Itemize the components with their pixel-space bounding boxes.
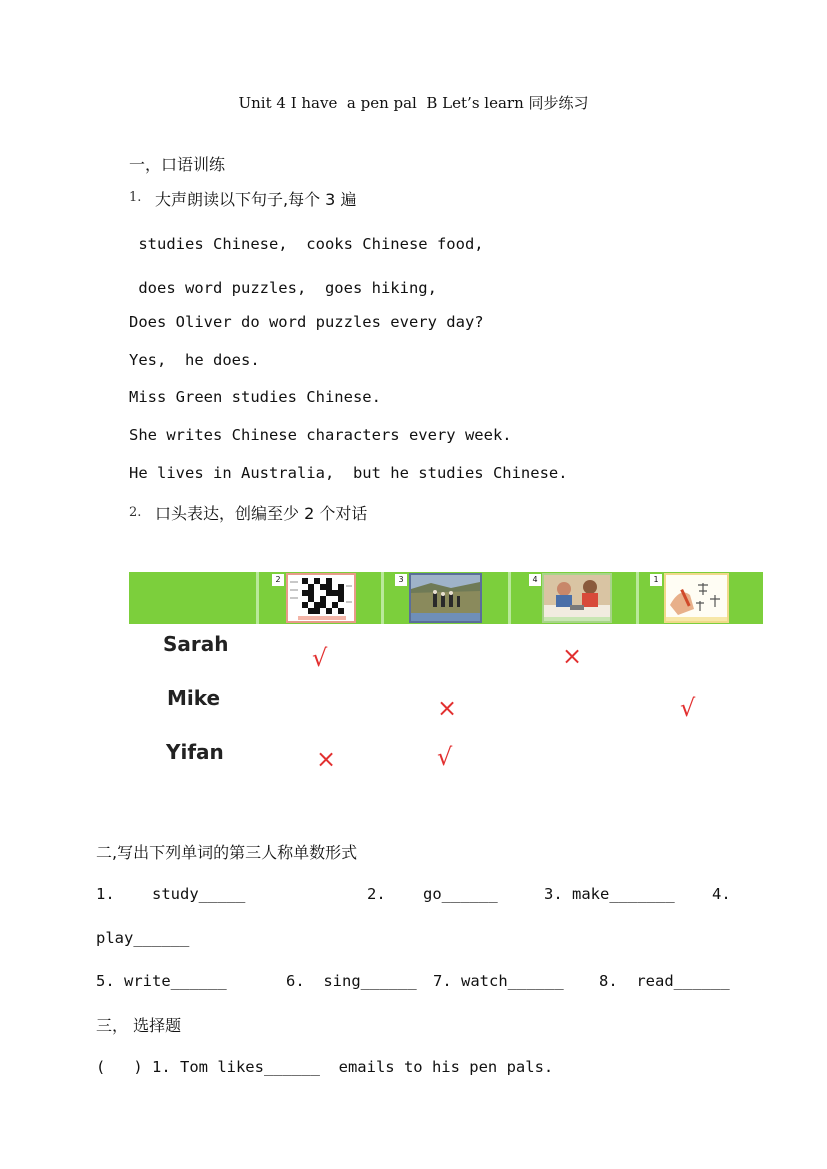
- section-3-heading: 三， 选择题: [96, 1016, 182, 1035]
- check-mark: √: [312, 644, 328, 672]
- column-number: 2: [272, 574, 284, 586]
- word-item: 4.: [712, 885, 731, 903]
- row-name-yifan: Yifan: [166, 740, 224, 764]
- column-number: 1: [650, 574, 662, 586]
- task-2-text: 口头表达，创编至少 2 个对话: [155, 504, 368, 523]
- sentence-line: Yes, he does.: [129, 351, 260, 369]
- check-mark: √: [680, 694, 696, 722]
- sentence-line: studies Chinese, cooks Chinese food,: [129, 235, 484, 253]
- word-item: play______: [96, 929, 190, 947]
- column-divider: [256, 572, 259, 624]
- word-item: 1. study_____: [96, 885, 246, 903]
- sentence-line: Does Oliver do word puzzles every day?: [129, 313, 484, 331]
- word-item: 8. read______: [599, 972, 730, 990]
- row-name-sarah: Sarah: [163, 632, 229, 656]
- question-1: ( ) 1. Tom likes______ emails to his pen pals.: [96, 1058, 554, 1076]
- cooking-picture: [542, 573, 612, 623]
- sentence-line: does word puzzles, goes hiking,: [129, 279, 437, 297]
- word-item: 7. watch______: [433, 972, 564, 990]
- task-1-text: 大声朗读以下句子,每个 3 遍: [155, 190, 357, 209]
- sentence-line: Miss Green studies Chinese.: [129, 388, 381, 406]
- sentence-line: He lives in Australia, but he studies Chinese.: [129, 464, 568, 482]
- cross-mark: ×: [562, 642, 583, 670]
- word-item: 2. go______: [367, 885, 498, 903]
- column-number: 3: [395, 574, 407, 586]
- crossword-puzzle-picture: [286, 573, 356, 623]
- check-mark: √: [437, 743, 453, 771]
- column-divider: [636, 572, 639, 624]
- writing-chinese-picture: [664, 573, 729, 623]
- task-1-number: 1.: [129, 190, 142, 205]
- word-item: 5. write______: [96, 972, 227, 990]
- word-item: 6. sing______: [286, 972, 417, 990]
- task-2-number: 2.: [129, 505, 142, 520]
- section-1-heading: 一，口语训练: [129, 155, 226, 174]
- page-title: Unit 4 I have a pen pal B Let’s learn 同步练习: [238, 94, 589, 112]
- sentence-line: She writes Chinese characters every week.: [129, 426, 512, 444]
- word-item: 3. make_______: [544, 885, 675, 903]
- column-divider: [508, 572, 511, 624]
- column-divider: [381, 572, 384, 624]
- cross-mark: ×: [316, 745, 337, 773]
- section-2-heading: 二,写出下列单词的第三人称单数形式: [96, 843, 358, 862]
- row-name-mike: Mike: [167, 686, 221, 710]
- column-number: 4: [529, 574, 541, 586]
- cross-mark: ×: [437, 694, 458, 722]
- hiking-picture: [409, 573, 482, 623]
